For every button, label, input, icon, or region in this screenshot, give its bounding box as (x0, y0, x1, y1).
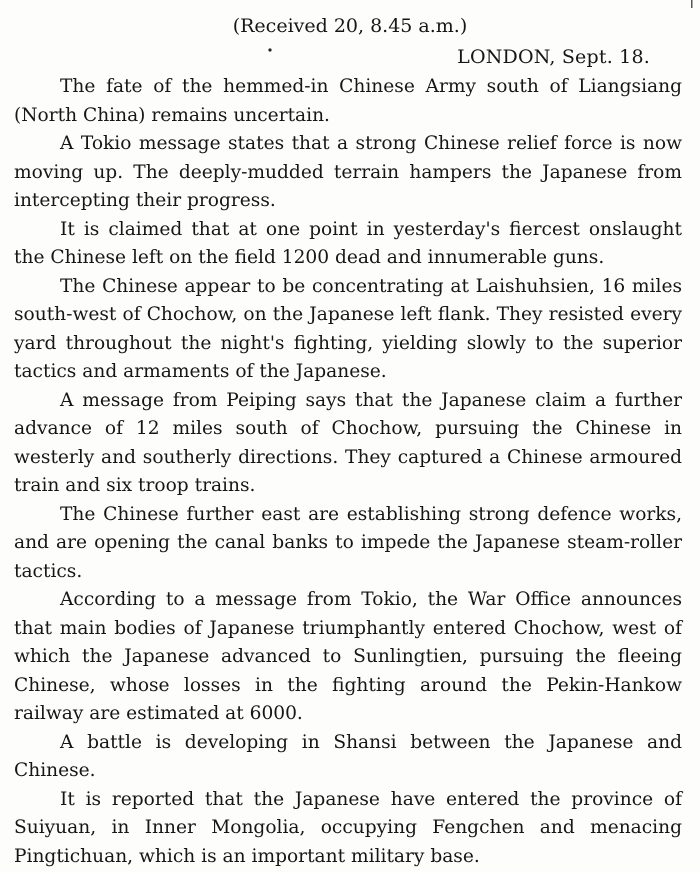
paragraph-4: The Chinese appear to be concentrating at Laishuhsien, 16 miles south-west of Chochow, on the Japanese left flank. They resisted every yard throughout the night's fighting, yielding slowly to the superior tactics and armaments of the Japanese. (14, 275, 682, 382)
received-line: (Received 20, 8.45 a.m.) (232, 15, 468, 37)
paragraph-1: The fate of the hemmed-in Chinese Army south of Liangsiang (North China) remains uncertain. (14, 76, 682, 126)
paragraph-9: It is reported that the Japanese have entered the province of Suiyuan, in Inner Mongolia, occupying Fengchen and menacing Pingtichuan, which is an important military base. (14, 788, 682, 867)
paragraph-8: A battle is developing in Shansi between the Japanese and Chinese. (14, 731, 682, 781)
document-page (14, 14, 682, 871)
paragraph-5: A message from Peiping says that the Japanese claim a further advance of 12 miles south of Chochow, pursuing the Chinese in westerly and southerly directions. They captured a Chinese armoured train and six troop trains. (14, 389, 682, 496)
dateline: LONDON, Sept. 18. (457, 46, 650, 68)
paragraph-2: A Tokio message states that a strong Chinese relief force is now moving up. The deeply-mudded terrain hampers the Japanese from intercepting their progress. (14, 133, 682, 211)
paragraph-3: It is claimed that at one point in yesterday's fiercest onslaught the Chinese left on the field 1200 dead and innumerable guns. (14, 218, 682, 268)
article-body (14, 73, 682, 871)
paragraph-7: According to a message from Tokio, the War Office announces that main bodies of Japanese triumphantly entered Chochow, west of which the Japanese advanced to Sunlingtien, pursuing the fleeing Chinese, whose losses in the fighting around the Pekin-Hankow railway are estimated at 6000. (14, 589, 682, 724)
paragraph-6: The Chinese further east are establishing strong defence works, and are opening the canal banks to impede the Japanese steam-roller tactics. (14, 503, 682, 582)
page-edge-mark (691, 0, 693, 8)
